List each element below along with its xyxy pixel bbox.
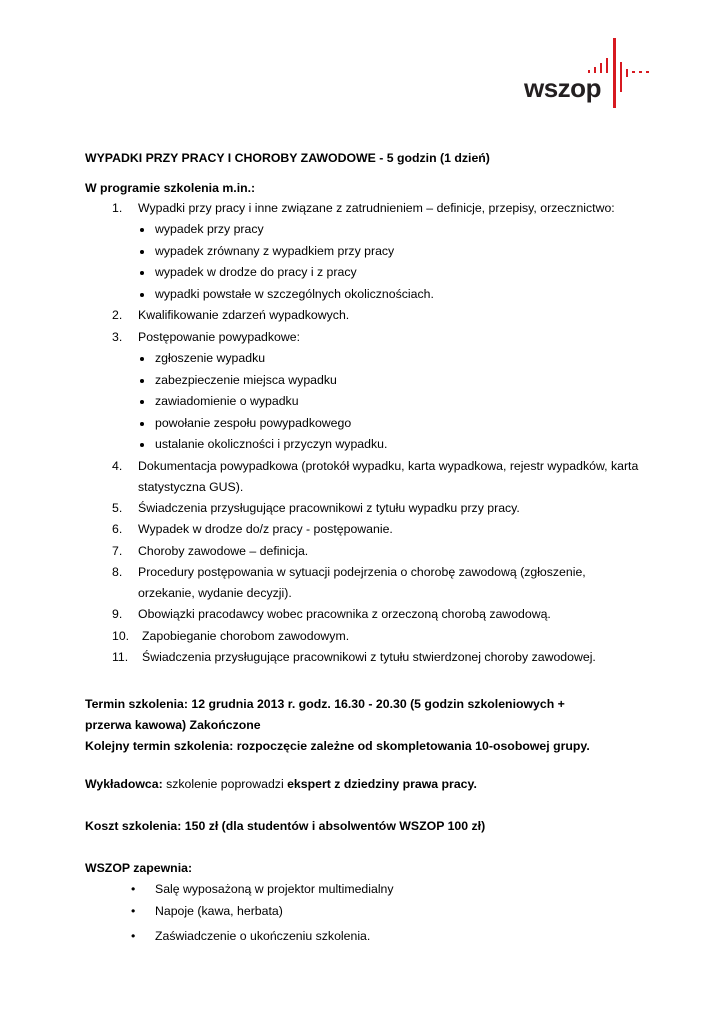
program-heading: W programie szkolenia m.in.: — [85, 181, 256, 195]
bullet-icon — [140, 293, 144, 297]
bullet-icon — [140, 250, 144, 254]
list-item: Wypadek w drodze do/z pracy - postępowanie. — [138, 522, 393, 536]
bullet-icon — [140, 422, 144, 426]
sub-list-item: ustalanie okoliczności i przyczyn wypadku. — [155, 437, 388, 451]
list-item: Postępowanie powypadkowe: — [138, 330, 301, 344]
lecturer — [85, 776, 477, 792]
logo-text: wszop — [524, 73, 601, 103]
bullet-icon — [140, 228, 144, 232]
sub-list-item: wypadek w drodze do pracy i z pracy — [155, 265, 357, 279]
list-item-continuation: statystyczna GUS). — [138, 480, 244, 494]
list-item: Kwalifikowanie zdarzeń wypadkowych. — [138, 308, 350, 322]
bullet-icon: • — [131, 929, 136, 943]
sub-list-item: zawiadomienie o wypadku — [155, 394, 299, 408]
list-number: 3. — [112, 330, 123, 344]
bullet-icon — [140, 400, 144, 404]
list-number: 6. — [112, 522, 123, 536]
sub-list-item: wypadki powstałe w szczególnych okolicznościach. — [155, 287, 434, 301]
list-item: Dokumentacja powypadkowa (protokół wypadku, karta wypadkowa, rejestr wypadków, karta — [138, 459, 639, 473]
cost: Koszt szkolenia: 150 zł (dla studentów i absolwentów WSZOP 100 zł) — [85, 819, 486, 833]
next-term: Kolejny termin szkolenia: rozpoczęcie zależne od skompletowania 10-osobowej grupy. — [85, 739, 590, 753]
wszop-logo — [524, 36, 656, 110]
list-number: 2. — [112, 308, 123, 322]
list-number: 1. — [112, 201, 123, 215]
list-item: Świadczenia przysługujące pracownikowi z tytułu wypadku przy pracy. — [138, 501, 520, 515]
list-item: Świadczenia przysługujące pracownikowi z tytułu stwierdzonej choroby zawodowej. — [142, 650, 596, 664]
provides-item: Zaświadczenie o ukończeniu szkolenia. — [155, 929, 371, 943]
list-number: 5. — [112, 501, 123, 515]
bullet-icon: • — [131, 882, 136, 896]
provides-item: Salę wyposażoną w projektor multimedialny — [155, 882, 394, 896]
list-item: Procedury postępowania w sytuacji podejrzenia o chorobę zawodową (zgłoszenie, — [138, 565, 586, 579]
bullet-icon — [140, 443, 144, 447]
lecturer-label: Wykładowca: — [85, 777, 163, 791]
list-number: 11. — [112, 650, 129, 664]
list-item: Obowiązki pracodawcy wobec pracownika z orzeczoną chorobą zawodową. — [138, 607, 551, 621]
list-number: 9. — [112, 607, 123, 621]
bullet-icon — [140, 357, 144, 361]
sub-list-item: wypadek przy pracy — [155, 222, 264, 236]
sub-list-item: zabezpieczenie miejsca wypadku — [155, 373, 337, 387]
page-title: WYPADKI PRZY PRACY I CHOROBY ZAWODOWE - 5 godzin (1 dzień) — [85, 151, 490, 165]
list-number: 7. — [112, 544, 123, 558]
sub-list-item: zgłoszenie wypadku — [155, 351, 266, 365]
list-number: 10. — [112, 629, 130, 643]
list-number: 4. — [112, 459, 123, 473]
list-item: Choroby zawodowe – definicja. — [138, 544, 309, 558]
term-line: przerwa kawowa) Zakończone — [85, 718, 261, 732]
bullet-icon: • — [131, 904, 136, 918]
provides-heading: WSZOP zapewnia: — [85, 861, 193, 875]
list-item-continuation: orzekanie, wydanie decyzji). — [138, 586, 292, 600]
list-item: Wypadki przy pracy i inne związane z zatrudnieniem – definicje, przepisy, orzecznictwo: — [138, 201, 615, 215]
term-line: Termin szkolenia: 12 grudnia 2013 r. godz. 16.30 - 20.30 (5 godzin szkoleniowych + — [85, 697, 565, 711]
lecturer-expert: ekspert z dziedziny prawa pracy. — [287, 777, 477, 791]
list-number: 8. — [112, 565, 123, 579]
sub-list-item: wypadek zrównany z wypadkiem przy pracy — [155, 244, 395, 258]
provides-item: Napoje (kawa, herbata) — [155, 904, 283, 918]
sub-list-item: powołanie zespołu powypadkowego — [155, 416, 352, 430]
lecturer-text: szkolenie poprowadzi — [162, 777, 288, 791]
bullet-icon — [140, 271, 144, 275]
list-item: Zapobieganie chorobom zawodowym. — [142, 629, 350, 643]
bullet-icon — [140, 379, 144, 383]
